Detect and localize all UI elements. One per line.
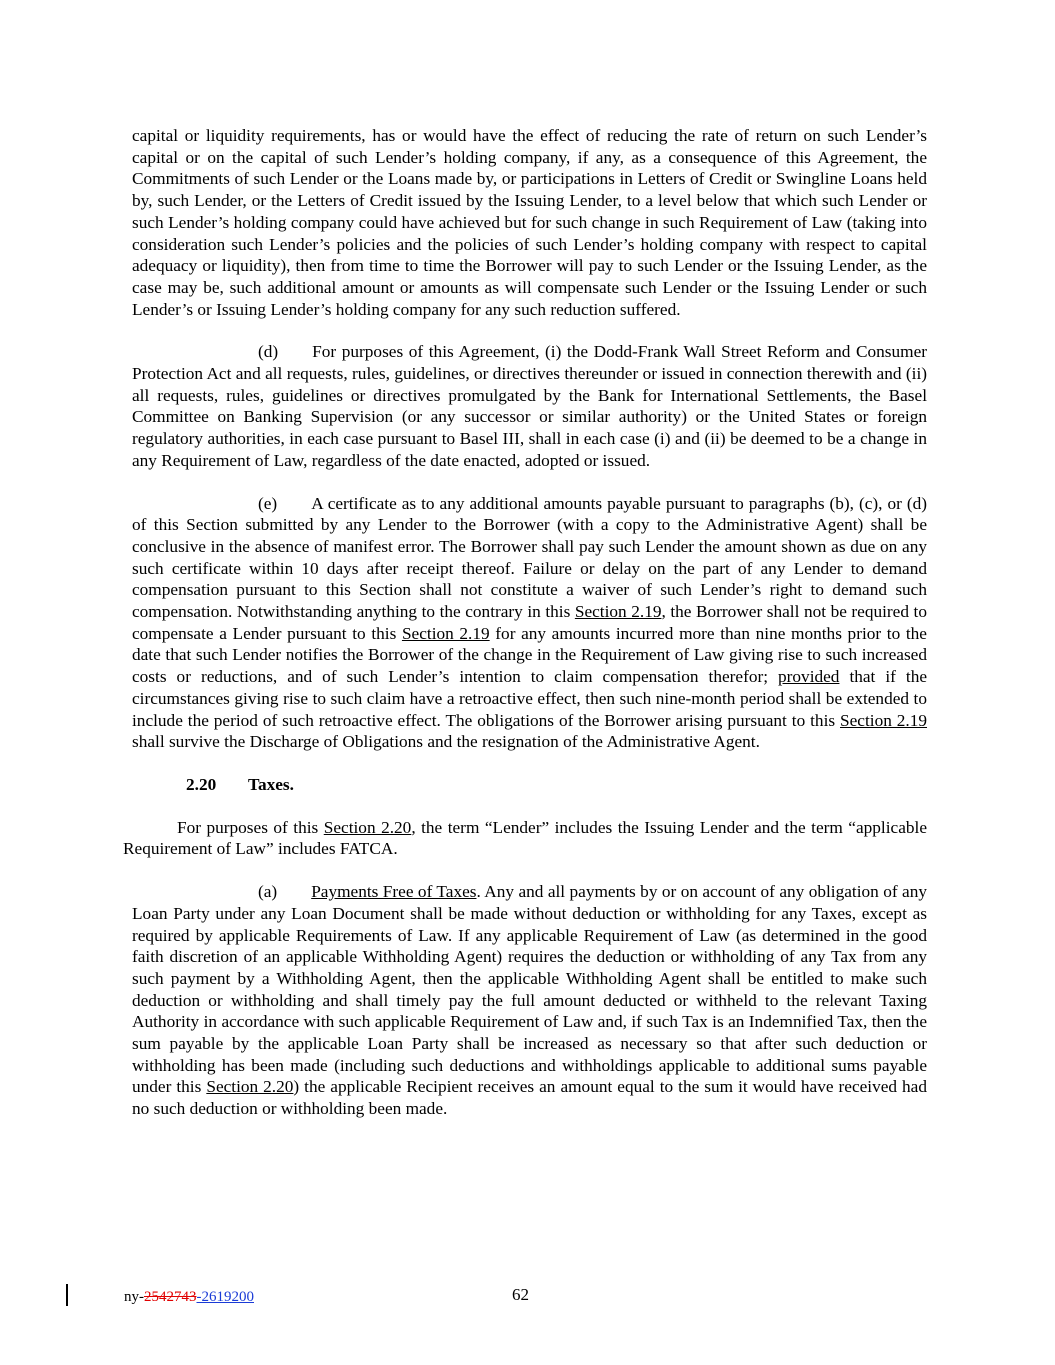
provided-term: provided xyxy=(778,667,840,687)
paragraph-d xyxy=(132,341,927,471)
paragraph-e-text-4: that if the circumstances giving rise to such claim have a retroactive effect, then such nine-month period shall be extended to include the period of such retroactive effect. The obligations of the Borrower arising pursuant to this xyxy=(132,667,928,730)
paragraph-e-label: (e) xyxy=(258,493,278,513)
section-ref-2-19: Section 2.19 xyxy=(401,623,490,643)
section-2-20-intro xyxy=(123,817,927,860)
document-page xyxy=(123,125,928,1141)
paragraph-a-text-2: ) the applicable Recipient receives an amount equal to the sum it would have received had no such deduction or withholding been made. xyxy=(132,1077,927,1119)
section-ref-2-19: Section 2.19 xyxy=(574,602,662,622)
section-ref-2-20: Section 2.20 xyxy=(323,817,412,837)
change-bar xyxy=(66,1284,68,1306)
paragraph-e xyxy=(132,493,927,753)
paragraph-a-heading: Payments Free of Taxes xyxy=(311,882,477,902)
paragraph-e-text-5: shall survive the Discharge of Obligations and the resignation of the Administrative Agent. xyxy=(132,732,760,752)
section-heading-2-20 xyxy=(132,774,927,796)
section-title: Taxes. xyxy=(248,774,294,794)
intro-text-2: , the term “Lender” includes the Issuing Lender and the term “applicable Requirement of Law” includes FATCA. xyxy=(123,817,927,859)
paragraph-d-label: (d) xyxy=(258,342,279,362)
intro-text-1: For purposes of this xyxy=(177,817,324,837)
paragraph-e-text-3: for any amounts incurred more than nine months prior to the date that such Lender notifies the Borrower of the change in the Requirement of Law giving rise to such increased costs or reductions, and of such Lender’s intention to claim compensation therefor; xyxy=(132,623,927,687)
paragraph-a-label: (a) xyxy=(258,882,278,902)
doc-id-inserted: -2619200 xyxy=(196,1289,254,1305)
paragraph-a xyxy=(132,881,927,1120)
doc-prefix: ny- xyxy=(124,1289,144,1305)
paragraph-e-text-2: , the Borrower shall not be required to compensate a Lender pursuant to this xyxy=(132,602,927,643)
paragraph-e-text-1: A certificate as to any additional amounts payable pursuant to paragraphs (b), (c), or (d) of this Section submitted by any Lender to the Borrower (with a copy to the Administrative Agent) shall be conclusive in the absence of manifest error. The Borrower shall pay such Lender the amount shown as due on any such certificate within 10 days after receipt thereof. Failure or delay on the part of any Lender to demand compensation pursuant to this Section shall not constitute a waiver of such Lender’s right to demand such compensation. Notwithstanding anything to the contrary in this xyxy=(132,493,927,622)
document-id xyxy=(124,1287,254,1309)
section-number: 2.20 xyxy=(186,774,217,794)
page-number: 62 xyxy=(512,1285,529,1304)
doc-id-deleted: 2542743 xyxy=(144,1289,197,1305)
section-ref-2-19: Section 2.19 xyxy=(840,710,928,730)
paragraph-d-text: For purposes of this Agreement, (i) the Dodd-Frank Wall Street Reform and Consumer Protection Act and all requests, rules, guidelines, or directives thereunder or issued in connection therewith and (ii) all requests, rules, guidelines or directives promulgated by the Bank for International Settlements, the Basel Committee on Banking Supervision (or any successor or similar authority) or the United States or foreign regulatory authorities, in each case pursuant to Basel III, shall in each case (i) and (ii) be deemed to be a change in any Requirement of Law, regardless of the date enacted, adopted or issued. xyxy=(132,342,927,470)
paragraph-c-continuation: capital or liquidity requirements, has or would have the effect of reducing the rate of return on such Lender’s capital or on the capital of such Lender’s holding company, if any, as a consequence of this Agreement, the Commitments of such Lender or the Loans made by, or participations in Letters of Credit or Swingline Loans held by, such Lender, or the Letters of Credit issued by the Issuing Lender, to a level below that which such Lender or such Lender’s holding company could have achieved but for such change in such Requirement of Law (taking into consideration such Lender’s policies and the policies of such Lender’s holding company with respect to capital adequacy or liquidity), then from time to time the Borrower will pay to such Lender or the Issuing Lender, as the case may be, such additional amount or amounts as will compensate such Lender or the Issuing Lender or such Lender’s or Issuing Lender’s holding company for any such reduction suffered. xyxy=(132,126,927,319)
section-ref-2-20: Section 2.20 xyxy=(206,1077,294,1097)
paragraph-a-text-1: . Any and all payments by or on account of any obligation of any Loan Party under any Loan Document shall be made without deduction or withholding for any Taxes, except as required by applicable Requirements of Law. If any applicable Requirement of Law (as determined in the good faith discretion of an applicable Withholding Agent) requires the deduction or withholding of any Tax from any such payment by a Withholding Agent, then the applicable Withholding Agent shall be entitled to make such deduction or withholding and shall timely pay the full amount deducted or withheld to the relevant Taxing Authority in accordance with such applicable Requirement of Law and, if such Tax is an Indemnified Tax, then the sum payable by the applicable Loan Party shall be increased as necessary so that after such deduction or withholding has been made (including such deductions and withholdings applicable to additional sums payable under this xyxy=(132,882,927,1097)
